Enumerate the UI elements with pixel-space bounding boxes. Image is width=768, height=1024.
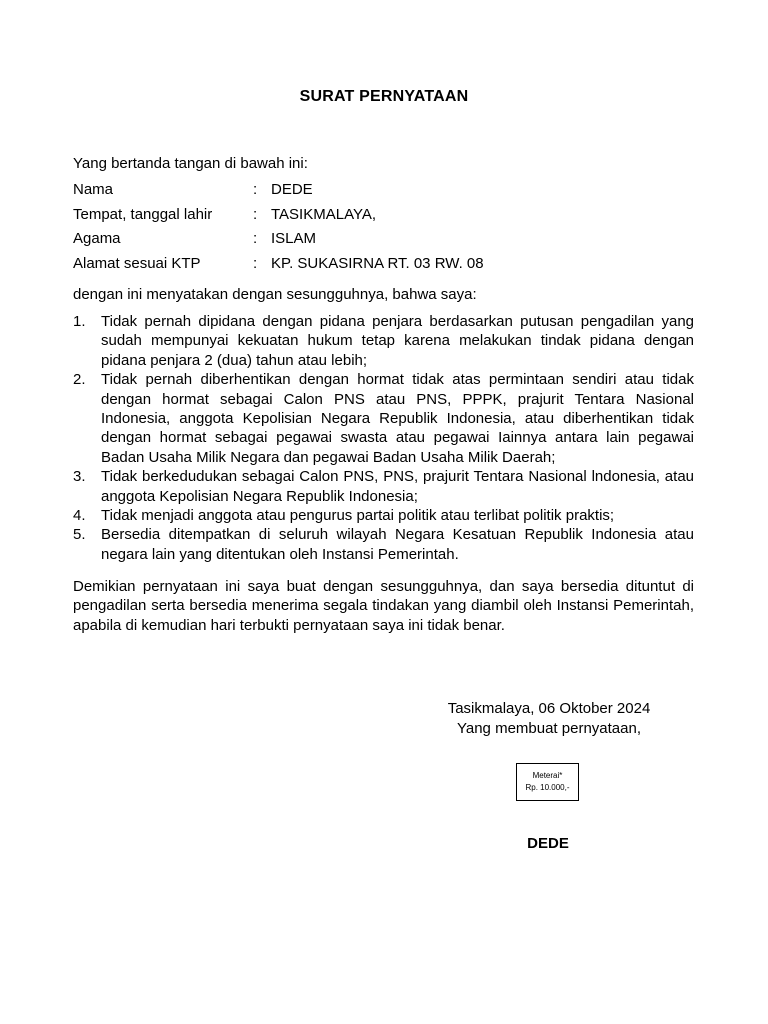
list-text: Tidak menjadi anggota atau pengurus partai politik atau terlibat politik praktis; (101, 507, 615, 525)
identity-value: TASIKMALAYA, (271, 205, 377, 223)
identity-label: Tempat, tanggal lahir (73, 205, 213, 223)
list-number: 4. (73, 507, 86, 525)
list-number: 3. (73, 468, 86, 486)
stamp-amount: Rp. 10.000,- (525, 783, 570, 792)
list-item (73, 525, 694, 564)
intro-text: Yang bertanda tangan di bawah ini: (73, 155, 308, 172)
list-text: Bersedia ditempatkan di seluruh wilayah Negara Kesatuan Republik Indonesia atau negara lain yang ditentukan oleh Instansi Pemerintah. (101, 526, 694, 563)
signer-role: Yang membuat pernyataan, (456, 720, 641, 737)
stamp-box (516, 763, 579, 801)
identity-label: Agama (73, 230, 121, 247)
identity-row-name (73, 180, 693, 205)
list-item (73, 312, 694, 370)
stamp-label: Meterai* (532, 771, 563, 780)
identity-value: ISLAM (271, 230, 317, 247)
identity-colon: : (253, 181, 258, 198)
identity-row-religion (73, 229, 693, 254)
identity-value: DEDE (271, 181, 313, 198)
identity-value: KP. SUKASIRNA RT. 03 RW. 08 (271, 254, 484, 272)
identity-row-birth (73, 205, 693, 230)
statement-list (73, 312, 694, 564)
declaration-intro: dengan ini menyatakan dengan sesungguhnya, bahwa saya: (73, 286, 477, 303)
place-date: Tasikmalaya, 06 Oktober 2024 (447, 700, 651, 717)
document-title: SURAT PERNYATAAN (299, 88, 469, 105)
signer-name: DEDE (527, 835, 569, 852)
list-item (73, 370, 694, 467)
list-text: Tidak pernah diberhentikan dengan hormat tidak atas permintaan sendiri atau tidak dengan hormat sebagai Calon PNS atau PNS, PPPK, prajurit Tentara Nasional Indonesia, anggota Kepolisian Negara Republik Indonesia, atau diberhentikan tidak dengan hormat sebagai pegawai swasta atau pegawai Iainnya antara lain pegawai Badan Usaha Milik Negara dan pegawai Badan Usaha Milik Daerah; (101, 371, 694, 466)
list-item (73, 506, 694, 525)
identity-colon: : (253, 254, 258, 272)
signature-block (440, 699, 658, 739)
closing-paragraph: Demikian pernyataan ini saya buat dengan sesungguhnya, dan saya bersedia dituntut di pengadilan serta bersedia menerima segala tindakan yang diambil oleh Instansi Pemerintah, apabila di kemudian hari terbukti pernyataan saya ini tidak benar. (73, 578, 694, 634)
list-number: 5. (73, 526, 86, 544)
list-text: Tidak pernah dipidana dengan pidana penjara berdasarkan putusan pengadilan yang sudah mempunyai kekuatan hukum tetap karena melakukan tindak pidana dengan pidana penjara 2 (dua) tahun atau lebih; (101, 313, 694, 369)
list-item (73, 467, 694, 506)
list-number: 1. (73, 313, 86, 330)
identity-colon: : (253, 230, 258, 247)
identity-colon: : (253, 205, 258, 223)
identity-table (73, 180, 693, 278)
list-text: Tidak berkedudukan sebagai Calon PNS, PNS, prajurit Tentara Nasional lndonesia, atau anggota Kepolisian Negara Republik Indonesia; (101, 468, 694, 505)
identity-label: Alamat sesuai KTP (73, 254, 201, 272)
list-number: 2. (73, 371, 86, 389)
identity-row-address (73, 254, 693, 279)
identity-label: Nama (73, 181, 114, 198)
